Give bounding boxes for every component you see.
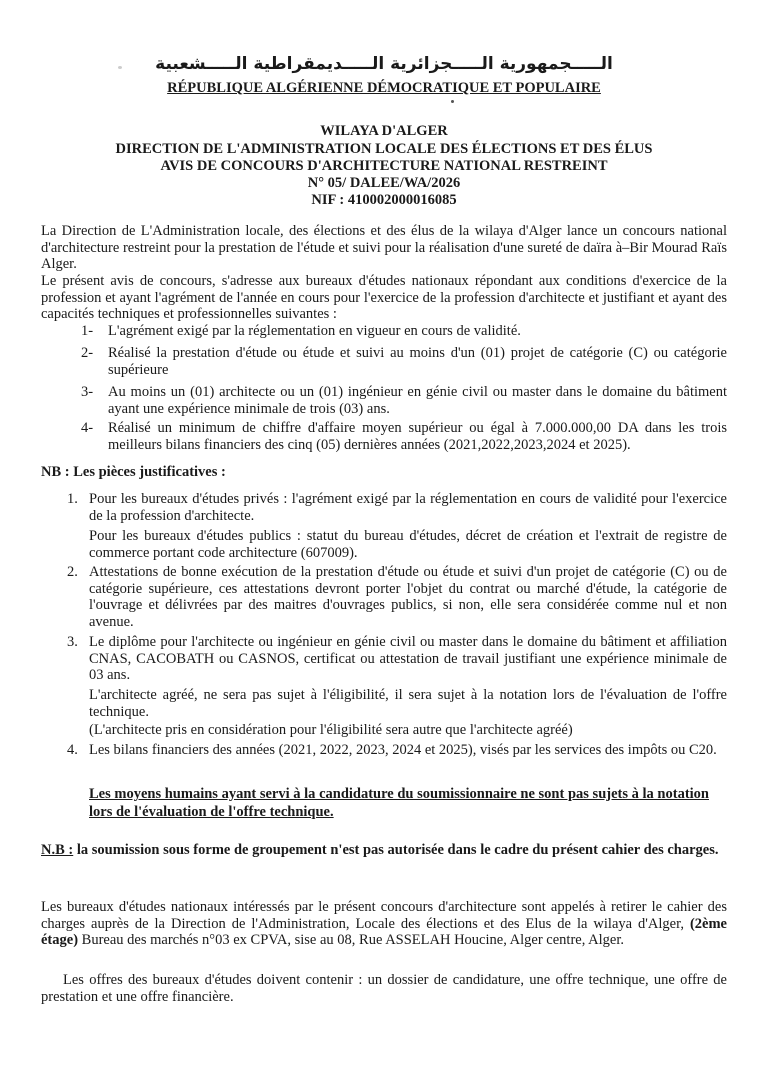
nb-groupement-notice	[41, 841, 727, 859]
piece-number: 4.	[67, 742, 78, 758]
piece-item-extra: Pour les bureaux d'études publics : statut du bureau d'études, décret de création et l'extrait de registre de commerce portant code architecture (607009).	[89, 528, 727, 561]
condition-item: Au moins un (01) architecte ou un (01) ingénieur en génie civil ou master dans le domaine du bâtiment ayant une expérience minimale de trois (03) ans.	[108, 384, 727, 417]
nb-groupement-text: la soumission sous forme de groupement n'est pas autorisée dans le cadre du présent cahier des charges.	[73, 842, 719, 858]
wilaya-heading: WILAYA D'ALGER	[320, 123, 448, 139]
piece-item: Pour les bureaux d'études privés : l'agrément exigé par la réglementation en cours de validité pour l'exercice de la profession d'architecte.	[89, 491, 727, 524]
nif-number: NIF : 410002000016085	[311, 192, 457, 208]
retrait-paragraph	[41, 899, 727, 949]
piece-item: Les bilans financiers des années (2021, 2022, 2023, 2024 et 2025), visés par les services des impôts ou C20.	[89, 742, 717, 758]
reference-number: N° 05/ DALEE/WA/2026	[307, 175, 461, 191]
retrait-address: Bureau des marchés n°03 ex CPVA, sise au 08, Rue ASSELAH Houcine, Alger centre, Alger.	[78, 932, 624, 948]
condition-item: Réalisé la prestation d'étude ou étude et suivi au moins d'un (01) projet de catégorie (C) ou catégorie supérieure	[108, 345, 727, 378]
condition-number: 3-	[81, 384, 94, 400]
piece-number: 1.	[67, 491, 78, 507]
arabic-title: الـــــجمهورية الـــــجزائرية الـــــديمقراطية الـــــشعبية	[155, 54, 613, 74]
intro-paragraph: La Direction de L'Administration locale, des élections et des élus de la wilaya d'Alger lance un concours national d'architecture restreint pour la prestation de l'étude et suivi pour la réalisation d'une sureté de daïra à–Bir Mourad Raïs Alger.	[41, 223, 727, 272]
piece-item: Le diplôme pour l'architecte ou ingénieur en génie civil ou master dans le domaine du bâtiment et affiliation CNAS, CACOBATH ou CASNOS, certificat ou attestation de travail justifiant une expérience minimale de 03 ans.	[89, 634, 727, 683]
republic-title: RÉPUBLIQUE ALGÉRIENNE DÉMOCRATIQUE ET POPULAIRE	[167, 80, 601, 96]
scan-speck	[451, 100, 454, 103]
moyens-humains-notice: Les moyens humains ayant servi à la candidature du soumissionnaire ne sont pas sujets à la notation lors de l'évaluation de l'offre technique.	[89, 786, 709, 820]
condition-number: 4-	[81, 420, 94, 436]
nb-label: N.B :	[41, 842, 74, 858]
avis-heading: AVIS DE CONCOURS D'ARCHITECTURE NATIONAL RESTREINT	[160, 158, 608, 174]
intro-paragraph: Le présent avis de concours, s'adresse aux bureaux d'études nationaux répondant aux conditions d'exercice de la profession et ayant l'agrément de l'année en cours pour l'exercice de la profession d'architecte et justifiant et ayant des capacités techniques et professionnelles suivantes :	[41, 273, 727, 322]
piece-item-extra: L'architecte agréé, ne sera pas sujet à l'éligibilité, il sera sujet à la notation lors de l'évaluation de l'offre technique.	[89, 687, 727, 720]
condition-number: 2-	[81, 345, 94, 361]
piece-number: 2.	[67, 564, 78, 580]
condition-item: Réalisé un minimum de chiffre d'affaire moyen supérieur ou égal à 7.000.000,00 DA dans les trois meilleurs bilans financiers des cinq (05) dernières années (2021,2022,2023,2024 et 2025).	[108, 420, 727, 453]
offres-paragraph: Les offres des bureaux d'études doivent contenir : un dossier de candidature, une offre technique, une offre de prestation et une offre financière.	[41, 972, 727, 1005]
retrait-text: Les bureaux d'études nationaux intéressés par le présent concours d'architecture sont appelés à retirer le cahier des charges auprès de la Direction de l'Administration, Locale des élections et des Elus de la wilaya d'Alger,	[41, 899, 727, 932]
piece-number: 3.	[67, 634, 78, 650]
direction-heading: DIRECTION DE L'ADMINISTRATION LOCALE DES ÉLECTIONS ET DES ÉLUS	[115, 141, 653, 157]
condition-number: 1-	[81, 323, 94, 339]
piece-item: Attestations de bonne exécution de la prestation d'étude ou étude et suivi d'un projet de catégorie (C) ou de catégorie supérieure, ces attestations devront porter l'objet du contrat ou marché d'étude, la catégorie de l'ouvrage et délivrées par des maitres d'ouvrages publics, si non, elle sera considérée comme nul et non avenue.	[89, 564, 727, 630]
nb-pieces-title: NB : Les pièces justificatives :	[41, 464, 226, 480]
condition-item: L'agrément exigé par la réglementation en vigueur en cours de validité.	[108, 323, 521, 339]
piece-item-note: (L'architecte pris en considération pour l'éligibilité sera autre que l'architecte agréé)	[89, 722, 573, 738]
retrait-floor: (2ème étage)	[41, 915, 727, 948]
